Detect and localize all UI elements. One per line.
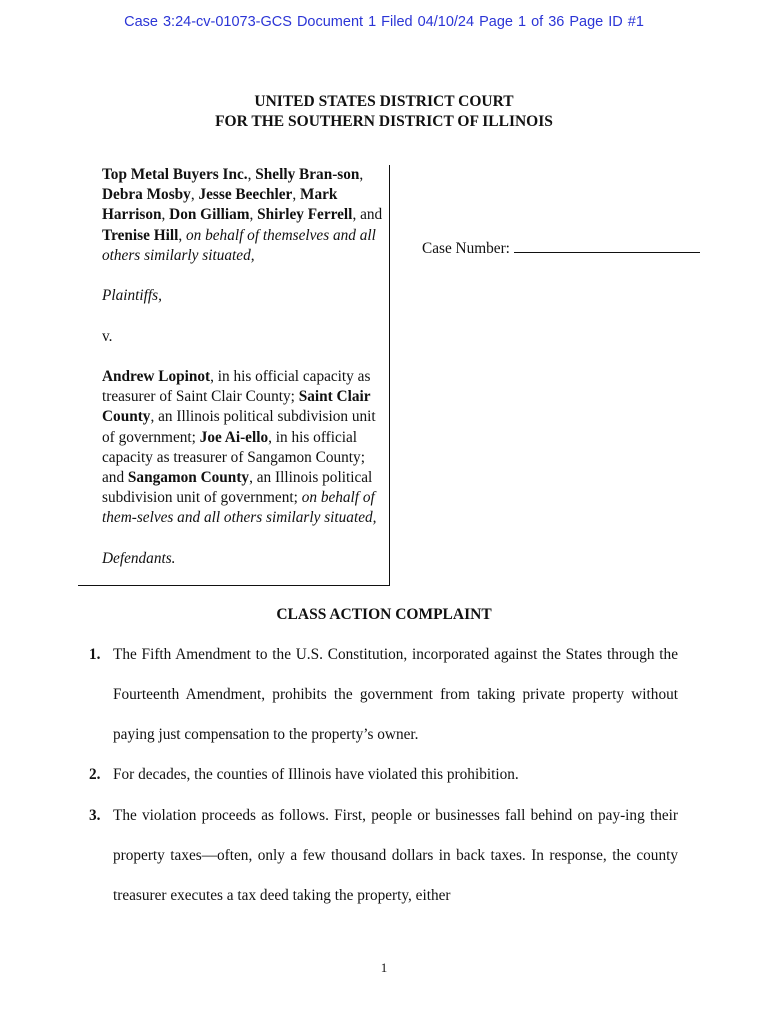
plaintiff-name: Don Gilliam (169, 206, 250, 224)
complaint-title: CLASS ACTION COMPLAINT (276, 606, 492, 623)
plaintiffs-label: Plaintiffs, (102, 287, 162, 305)
page-number: 1 (380, 960, 388, 975)
plaintiff-name: Trenise Hill (102, 226, 179, 244)
defendant-desc: , an Illinois political subdivision unit of government; (102, 408, 376, 446)
paragraph-3 (89, 796, 678, 917)
defendant-name: Saint Clair County (102, 388, 371, 426)
plaintiff-name: Debra Mosby (102, 186, 191, 204)
paragraph-number: 2. (89, 766, 101, 783)
court-heading (0, 92, 768, 132)
separator: , (178, 226, 186, 244)
plaintiff-name: Shelly Bran-son (255, 166, 360, 183)
defendants-behalf: on behalf of them-selves and all others similarly situated, (102, 489, 377, 527)
paragraph-text: The Fifth Amendment to the U.S. Constitution, incorporated against the States through the Fourteenth Amendment, prohibits the government from taking private property without paying just compensation to the property’s owner. (113, 646, 678, 744)
caption-horizontal-rule (78, 585, 390, 586)
separator: , (249, 206, 258, 224)
paragraph-number: 3. (89, 807, 101, 824)
separator: , (292, 186, 300, 204)
case-header-stamp: Case 3:24-cv-01073-GCS Document 1 Filed 04/10/24 Page 1 of 36 Page ID #1 (124, 14, 644, 30)
plaintiff-name: Mark Harrison (102, 186, 338, 224)
plaintiffs-block (102, 165, 388, 266)
paragraph-2 (89, 755, 678, 795)
defendant-name: Joe Ai-ello (199, 428, 269, 446)
separator: , (161, 206, 170, 224)
paragraph-text: The violation proceeds as follows. First, people or businesses fall behind on pay-ing their property taxes—often, only a few thousand dollars in back taxes. In response, the county treasurer executes a tax deed taking the property, either (113, 807, 678, 905)
plaintiff-name: Top Metal Buyers Inc. (102, 166, 248, 183)
versus: v. (102, 327, 113, 345)
defendant-desc: , an Illinois political subdivision unit of government; (102, 469, 373, 507)
defendants-block (102, 367, 388, 529)
case-caption (102, 165, 388, 569)
defendant-desc: , in his official capacity as treasurer of Saint Clair County; (102, 367, 371, 406)
caption-vertical-rule (389, 165, 390, 586)
separator: , (190, 186, 199, 204)
case-number-label: Case Number: (422, 240, 510, 257)
separator: , and (352, 206, 383, 224)
plaintiff-name: Shirley Ferrell (257, 206, 353, 224)
case-number-blank (514, 238, 700, 253)
defendant-name: Sangamon County (127, 469, 250, 486)
defendants-label: Defendants. (102, 549, 176, 567)
case-number-field (422, 238, 700, 259)
plaintiffs-behalf: on behalf of themselves and all others similarly situated, (102, 226, 376, 264)
defendant-name: Andrew Lopinot (102, 367, 211, 385)
court-district: FOR THE SOUTHERN DISTRICT OF ILLINOIS (215, 113, 553, 130)
paragraph-number: 1. (89, 646, 101, 663)
plaintiff-name: Jesse Beechler (198, 186, 293, 204)
paragraph-text: For decades, the counties of Illinois have violated this prohibition. (113, 766, 519, 783)
court-name: UNITED STATES DISTRICT COURT (254, 93, 514, 110)
separator: , (247, 166, 256, 183)
defendant-desc: , in his official capacity as treasurer of Sangamon County; and (102, 428, 365, 486)
separator: , (359, 166, 364, 183)
paragraph-1 (89, 635, 678, 756)
